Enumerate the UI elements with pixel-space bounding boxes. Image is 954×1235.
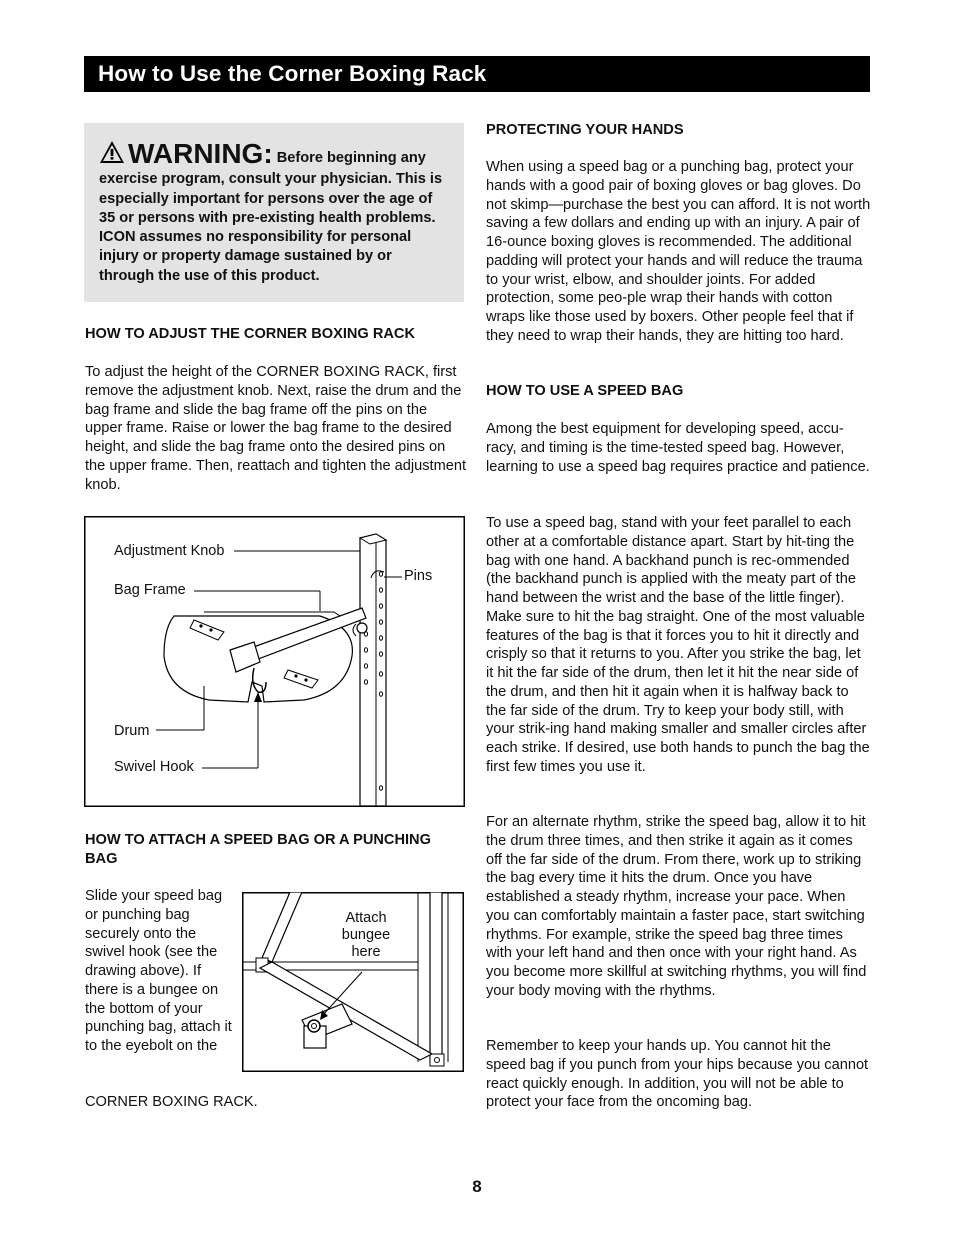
page-title: How to Use the Corner Boxing Rack <box>84 56 870 92</box>
label-drum: Drum <box>114 723 150 739</box>
warning-triangle-icon <box>99 140 125 170</box>
warning-text: Before beginning any exercise program, consult your physician. This is especially important for persons over the age of 35 or persons with pre-existing health problems. ICON assumes no responsibility for personal injury or property damage sustained by or through the use of this product. <box>99 150 443 284</box>
attach-body-end: CORNER BOXING RACK. <box>85 1094 258 1110</box>
speedbag-p3: For an alternate rhythm, strike the speed bag, allow it to hit the drum three times, and then strike it again as it comes off the far side of the drum. From there, work up to striking the bag every time it hits the drum. Once you have established a steady rhythm, increase your pace. When you can comfortably maintain a faster pace, start switching rhythms. For example, strike the speed bag three times with your left hand and then once with your right hand. As you become more skillful at switching rhythms, you will find your body moving with the rhythms. <box>486 814 867 999</box>
adjust-heading: HOW TO ADJUST THE CORNER BOXING RACK <box>85 326 415 342</box>
speedbag-p4: Remember to keep your hands up. You cannot hit the speed bag if you punch from your hips because you cannot react quickly enough. In addition, you will not be able to protect your face from the oncoming bag. <box>486 1038 869 1111</box>
protect-heading: PROTECTING YOUR HANDS <box>486 122 684 138</box>
page-number: 8 <box>472 1177 482 1196</box>
warning-box <box>84 123 464 302</box>
speedbag-p2: To use a speed bag, stand with your feet parallel to each other at a comfortable distance apart. Start by hit-ting the bag with one hand. A backhand punch is rec-ommended (the backhand punch is applied with the meaty part of the hand between the wrist and the base of the little finger). Make sure to hit the bag straight. One of the most valuable features of the bag is that it forces you to hit it directly and crisply so that it returns to you. After you strike the bag, let it hit the far side of the drum, then let it hit the near side of the drum, and then hit it again when it is halfway back to the far side of the drum. Try to keep your body still, with your strik-ing hand making smaller and smaller circles after each strike. If desired, use both hands to punch the bag the first few times you use it. <box>486 515 870 775</box>
protect-body: When using a speed bag or a punching bag, protect your hands with a good pair of boxing gloves or bag gloves. Do not skimp—purchase the best you can afford. It is not worth saving a few dollars and ending up with an injury. A pair of 16-ounce boxing gloves is recommended. The additional padding will protect your hands and will reduce the trauma to your wrist, elbow, and shoulder joints. For added protection, some peo-ple wrap their hands with cotton wraps like those used by boxers. Other people feel that if they need to wrap their hands, they are hitting too hard. <box>486 159 871 344</box>
adjust-body: To adjust the height of the CORNER BOXING RACK, first remove the adjustment knob. Next, raise the drum and the bag frame and slide the bag frame off the pins on the upper frame. Raise or lower the bag frame to the desired height, and slide the bag frame onto the desired pins on the upper frame. Then, reattach and tighten the adjustment knob. <box>85 364 467 493</box>
label-bag-frame: Bag Frame <box>114 582 186 598</box>
attach-body: Slide your speed bag or punching bag securely onto the swivel hook (see the drawing above). If there is a bungee on the bottom of your punching bag, attach it to the eyebolt on the <box>85 888 232 1054</box>
attach-heading: HOW TO ATTACH A SPEED BAG OR A PUNCHING BAG <box>85 832 431 867</box>
label-pins: Pins <box>404 568 433 584</box>
speedbag-heading: HOW TO USE A SPEED BAG <box>486 383 684 399</box>
label-attach-bungee: Attach bungee here <box>341 910 391 960</box>
warning-heading: WARNING: <box>128 138 273 169</box>
speedbag-p1: Among the best equipment for developing speed, accu-racy, and timing is the time-tested speed bag. However, learning to use a speed bag requires practice and patience. <box>486 421 870 475</box>
label-adjustment-knob: Adjustment Knob <box>114 543 225 559</box>
label-swivel-hook: Swivel Hook <box>114 759 194 775</box>
